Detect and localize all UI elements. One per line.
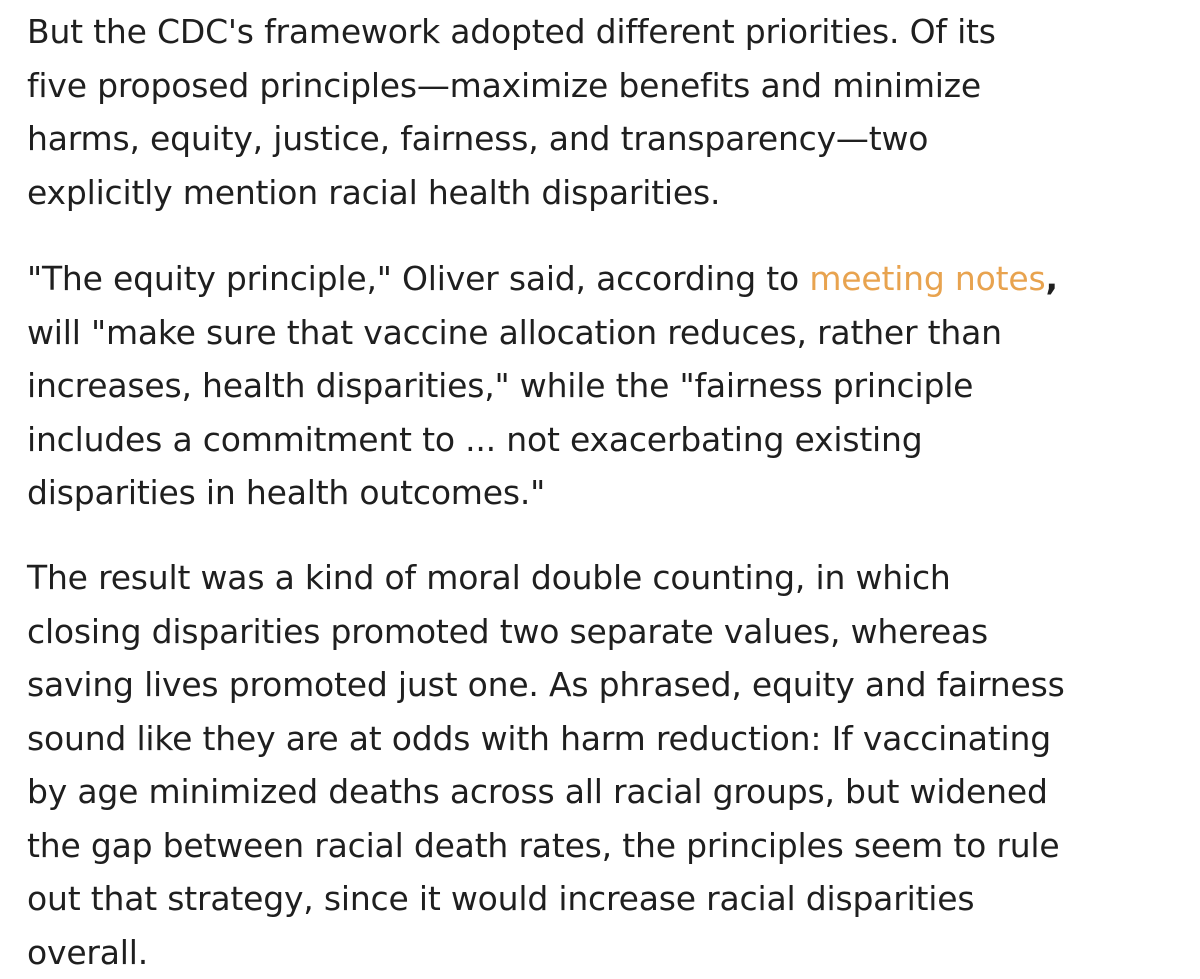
text-line: increases, health disparities," while the "fairness principle [27,359,1058,413]
text-line: But the CDC's framework adopted different priorities. Of its [27,5,996,59]
text-before-link: "The equity principle," Oliver said, according to [27,259,809,298]
text-line: disparities in health outcomes." [27,466,1058,520]
meeting-notes-link[interactable]: meeting notes [809,259,1045,298]
text-after-link: , [1045,259,1057,298]
text-line: will "make sure that vaccine allocation reduces, rather than [27,306,1058,360]
text-line: five proposed principles—maximize benefits and minimize [27,59,996,113]
text-line: out that strategy, since it would increase racial disparities [27,872,1065,926]
text-line: explicitly mention racial health disparities. [27,166,996,220]
paragraph-equity-principle [27,252,1058,520]
text-line: sound like they are at odds with harm reduction: If vaccinating [27,712,1065,766]
text-line: saving lives promoted just one. As phrased, equity and fairness [27,658,1065,712]
text-line: includes a commitment to ... not exacerbating existing [27,413,1058,467]
text-line: closing disparities promoted two separate values, whereas [27,605,1065,659]
text-line-with-link [27,252,1058,306]
paragraph-double-counting [27,551,1065,979]
text-line: by age minimized deaths across all racial groups, but widened [27,765,1065,819]
text-line: overall. [27,926,1065,979]
text-line: The result was a kind of moral double counting, in which [27,551,1065,605]
text-line: the gap between racial death rates, the principles seem to rule [27,819,1065,873]
paragraph-cdc-framework [27,5,996,219]
text-line: harms, equity, justice, fairness, and transparency—two [27,112,996,166]
